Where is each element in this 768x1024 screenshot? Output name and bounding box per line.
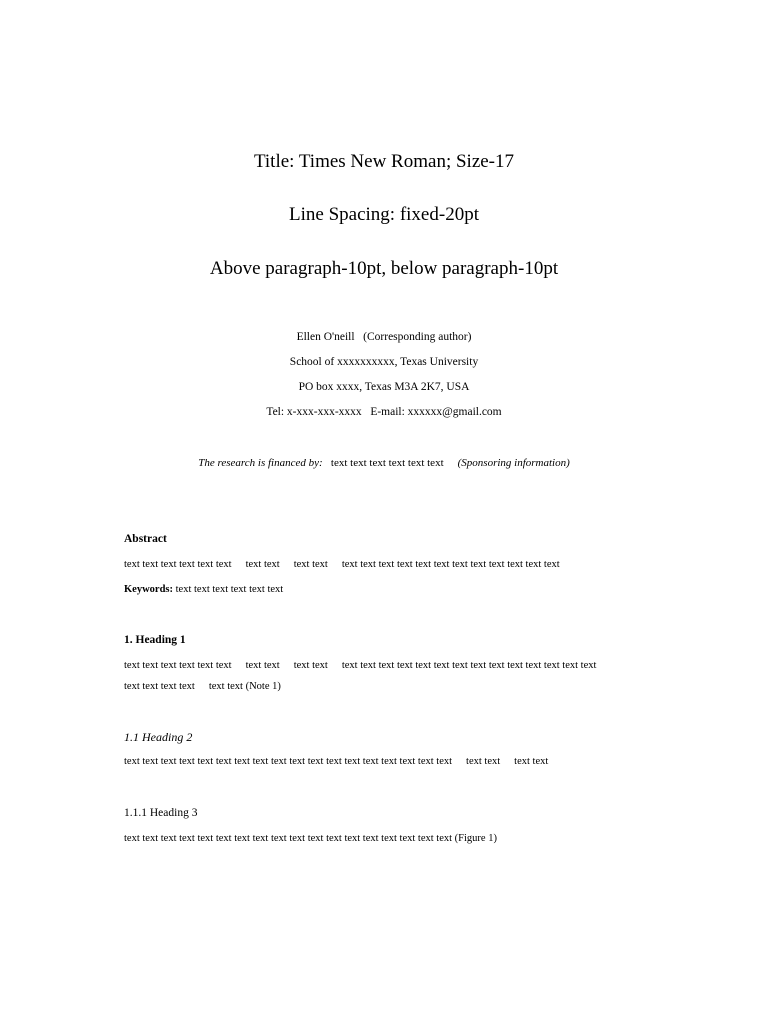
abstract-text (124, 558, 664, 572)
funding-note: (Sponsoring information) (457, 457, 570, 469)
author-role: (Corresponding author) (363, 331, 472, 343)
author-school: School of xxxxxxxxxx, Texas University (289, 356, 479, 368)
heading-3: 1.1.1 Heading 3 (124, 807, 198, 819)
section1-l2-seg-2: text text (Note 1) (208, 681, 281, 692)
heading-2: 1.1 Heading 2 (124, 730, 193, 744)
author-name: Ellen O'neill (296, 331, 355, 343)
funding-label: The research is financed by: (198, 457, 323, 469)
section1-l1-seg-1: text text text text text text (124, 660, 232, 671)
title-line-3: Above paragraph-10pt, below paragraph-10pt (209, 258, 559, 279)
author-address: PO box xxxx, Texas M3A 2K7, USA (298, 381, 470, 393)
author-name-line (0, 330, 768, 344)
section1-l2-seg-1: text text text text (124, 681, 195, 692)
abstract-seg-4: text text text text text text text text text text text text (341, 559, 560, 570)
abstract-heading: Abstract (124, 533, 167, 545)
section1-1-seg-1: text text text text text text text text text text text text text text text text text text (124, 756, 453, 767)
section1-1-seg-2: text text (466, 756, 501, 767)
abstract-seg-2: text text (245, 559, 280, 570)
section1-line-2 (124, 680, 664, 694)
section1-1-text (124, 755, 664, 769)
keywords-line (124, 583, 664, 597)
title-line-2: Line Spacing: fixed-20pt (289, 204, 479, 225)
section1-1-1-text: text text text text text text text text text text text text text text text text text text (Figure 1) (124, 833, 497, 844)
section1-l1-seg-3: text text (293, 660, 328, 671)
heading-1: 1. Heading 1 (124, 634, 186, 646)
abstract-seg-1: text text text text text text (124, 559, 232, 570)
section1-l1-seg-4: text text text text text text text text text text text text text text (341, 660, 597, 671)
keywords-text: text text text text text text (175, 584, 284, 595)
funding-text: text text text text text text (330, 457, 444, 469)
section1-l1-seg-2: text text (245, 660, 280, 671)
funding-line (0, 456, 768, 470)
section1-line-1 (124, 659, 664, 673)
keywords-label: Keywords: (124, 584, 173, 595)
title-line-1: Title: Times New Roman; Size-17 (253, 151, 515, 172)
author-tel: Tel: x-xxx-xxx-xxxx (266, 406, 362, 418)
abstract-seg-3: text text (293, 559, 328, 570)
section1-1-seg-3: text text (514, 756, 549, 767)
author-email: E-mail: xxxxxx@gmail.com (370, 406, 502, 418)
author-contact-line (0, 405, 768, 419)
